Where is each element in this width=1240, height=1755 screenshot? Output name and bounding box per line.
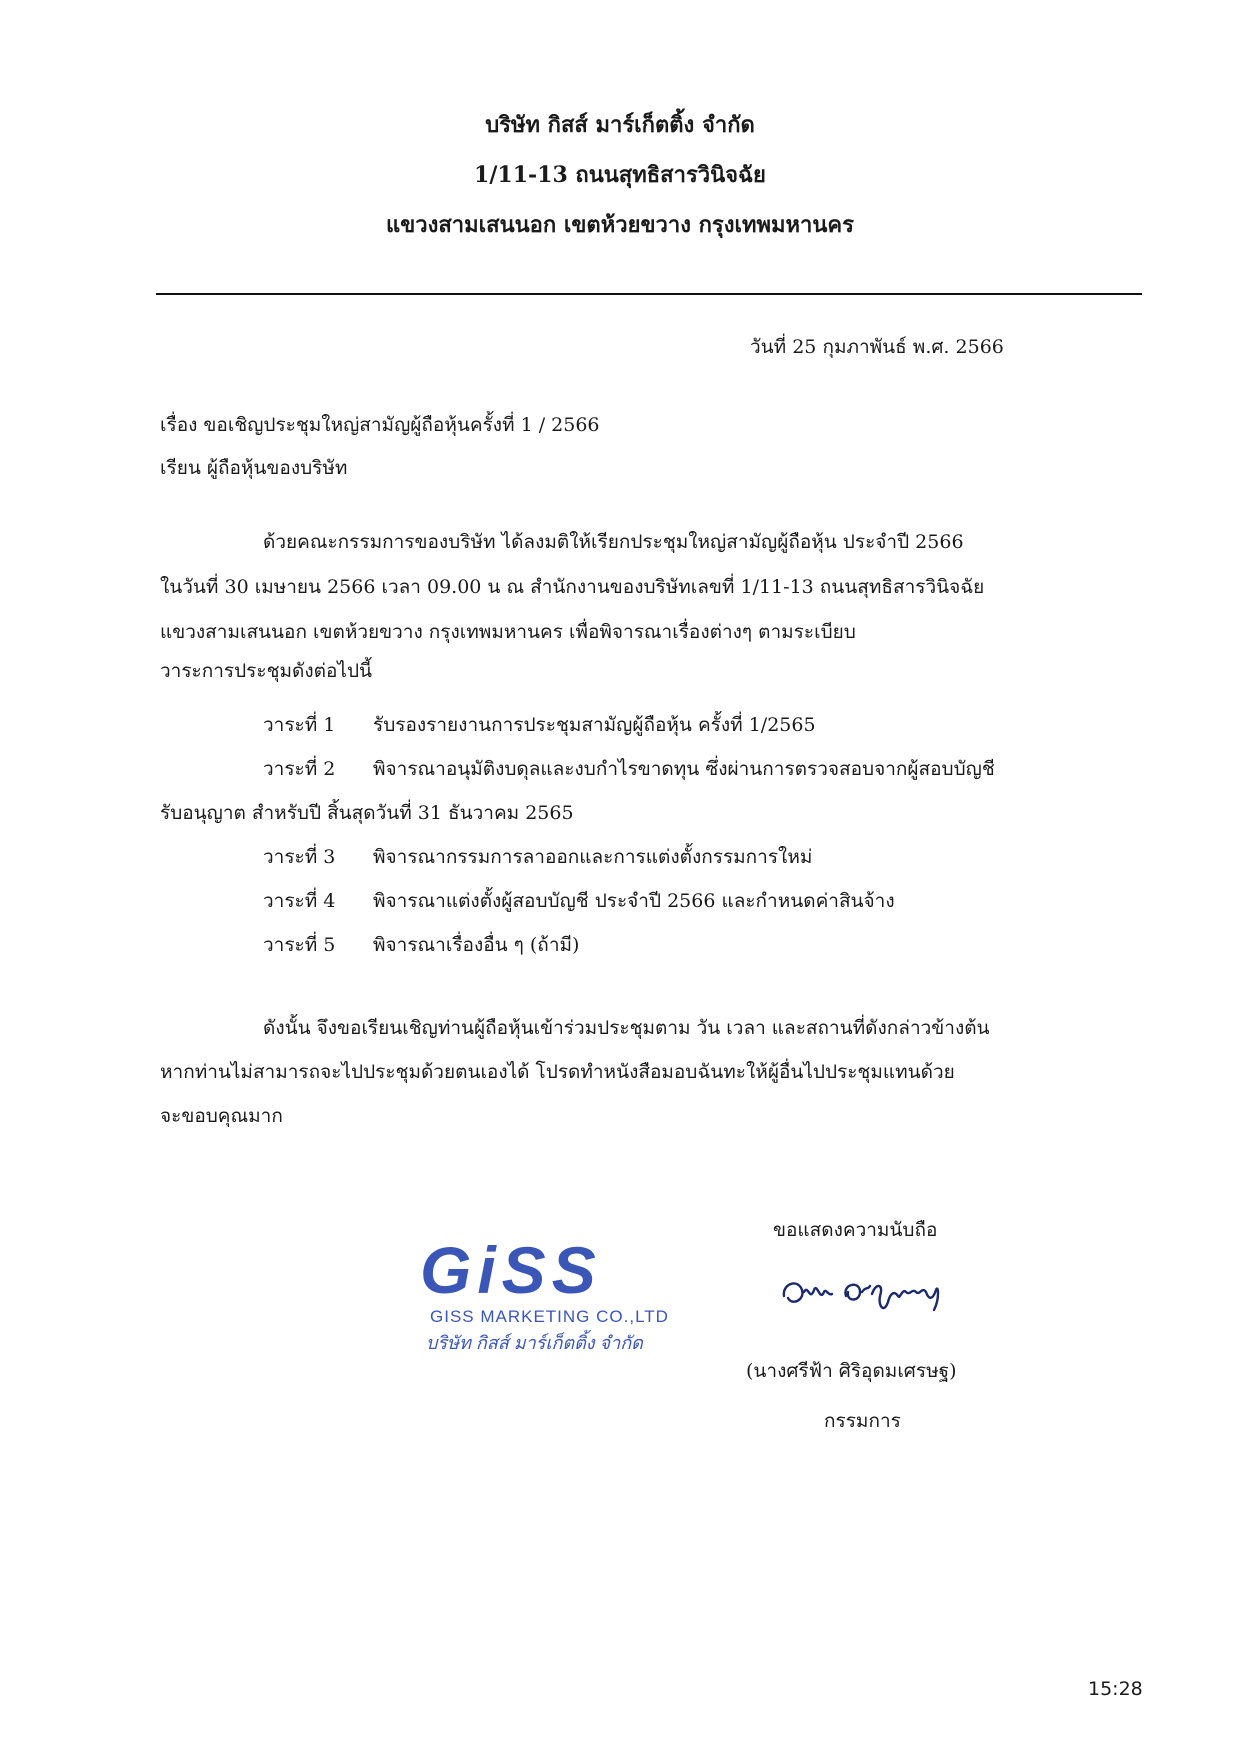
address-line-1: 1/11-13 ถนนสุทธิสารวินิจฉัย — [474, 162, 766, 188]
letter-subject: เรื่อง ขอเชิญประชุมใหญ่สามัญผู้ถือหุ้นครั้งที่ 1 / 2566 — [160, 414, 600, 436]
signature-icon — [780, 1262, 960, 1322]
conclusion-line-2: หากท่านไม่สามารถจะไปประชุมด้วยตนเองได้ โปรดทำหนังสือมอบฉันทะให้ผู้อื่นไปประชุมแทนด้วย — [160, 1061, 955, 1083]
page-timestamp: 15:28 — [1088, 1678, 1143, 1700]
letter-date: วันที่ 25 กุมภาพันธ์ พ.ศ. 2566 — [750, 336, 1004, 358]
intro-line-1: ด้วยคณะกรรมการของบริษัท ได้ลงมติให้เรียกประชุมใหญ่สามัญผู้ถือหุ้น ประจำปี 2566 — [263, 531, 964, 553]
agenda-continuation: รับอนุญาต สำหรับปี สิ้นสุดวันที่ 31 ธันวาคม 2565 — [160, 802, 574, 824]
intro-paragraph — [160, 527, 984, 686]
intro-line-2: ในวันที่ 30 เมษายน 2566 เวลา 09.00 น ณ สำนักงานของบริษัทเลขที่ 1/11-13 ถนนสุทธิสารวินิจฉัย — [160, 576, 985, 598]
stamp-thai-name: บริษัท กิสส์ มาร์เก็ตติ้ง จำกัด — [426, 1333, 643, 1353]
agenda-item: วาระที่ 3 พิจารณากรรมการลาออกและการแต่งตั้งกรรมการใหม่ — [263, 846, 813, 868]
conclusion-line-3: จะขอบคุณมาก — [160, 1105, 283, 1127]
conclusion-paragraph — [160, 1013, 990, 1131]
agenda-item: วาระที่ 1 รับรองรายงานการประชุมสามัญผู้ถือหุ้น ครั้งที่ 1/2565 — [263, 714, 816, 736]
company-stamp — [420, 1235, 700, 1357]
agenda-item: วาระที่ 2 พิจารณาอนุมัติงบดุลและงบกำไรขาดทุน ซึ่งผ่านการตรวจสอบจากผู้สอบบัญชี — [263, 758, 995, 780]
handwritten-signature — [780, 1262, 960, 1326]
signatory-title: กรรมการ — [824, 1410, 901, 1432]
header-divider — [156, 293, 1142, 295]
letterhead — [0, 100, 1240, 250]
stamp-english-name: GISS MARKETING CO.,LTD — [430, 1307, 669, 1326]
signatory-name: (นางศรีฟ้า ศิริอุดมเศรษฐ) — [746, 1360, 957, 1382]
closing-phrase: ขอแสดงความนับถือ — [773, 1219, 938, 1241]
stamp-logo: GiSS — [420, 1233, 602, 1307]
agenda-item: วาระที่ 5 พิจารณาเรื่องอื่น ๆ (ถ้ามี) — [263, 934, 580, 956]
letter-salutation: เรียน ผู้ถือหุ้นของบริษัท — [160, 457, 348, 479]
agenda-item: วาระที่ 4 พิจารณาแต่งตั้งผู้สอบบัญชี ประจำปี 2566 และกำหนดค่าสินจ้าง — [263, 890, 895, 912]
company-name: บริษัท กิสส์ มาร์เก็ตติ้ง จำกัด — [485, 112, 755, 138]
agenda-list — [160, 710, 995, 960]
address-line-2: แขวงสามเสนนอก เขตห้วยขวาง กรุงเทพมหานคร — [386, 212, 854, 238]
intro-line-4: วาระการประชุมดังต่อไปนี้ — [160, 660, 372, 682]
conclusion-line-1: ดังนั้น จึงขอเรียนเชิญท่านผู้ถือหุ้นเข้าร่วมประชุมตาม วัน เวลา และสถานที่ดังกล่าวข้างต้น — [263, 1017, 990, 1039]
intro-line-3: แขวงสามเสนนอก เขตห้วยขวาง กรุงเทพมหานคร เพื่อพิจารณาเรื่องต่างๆ ตามระเบียบ — [160, 621, 856, 643]
